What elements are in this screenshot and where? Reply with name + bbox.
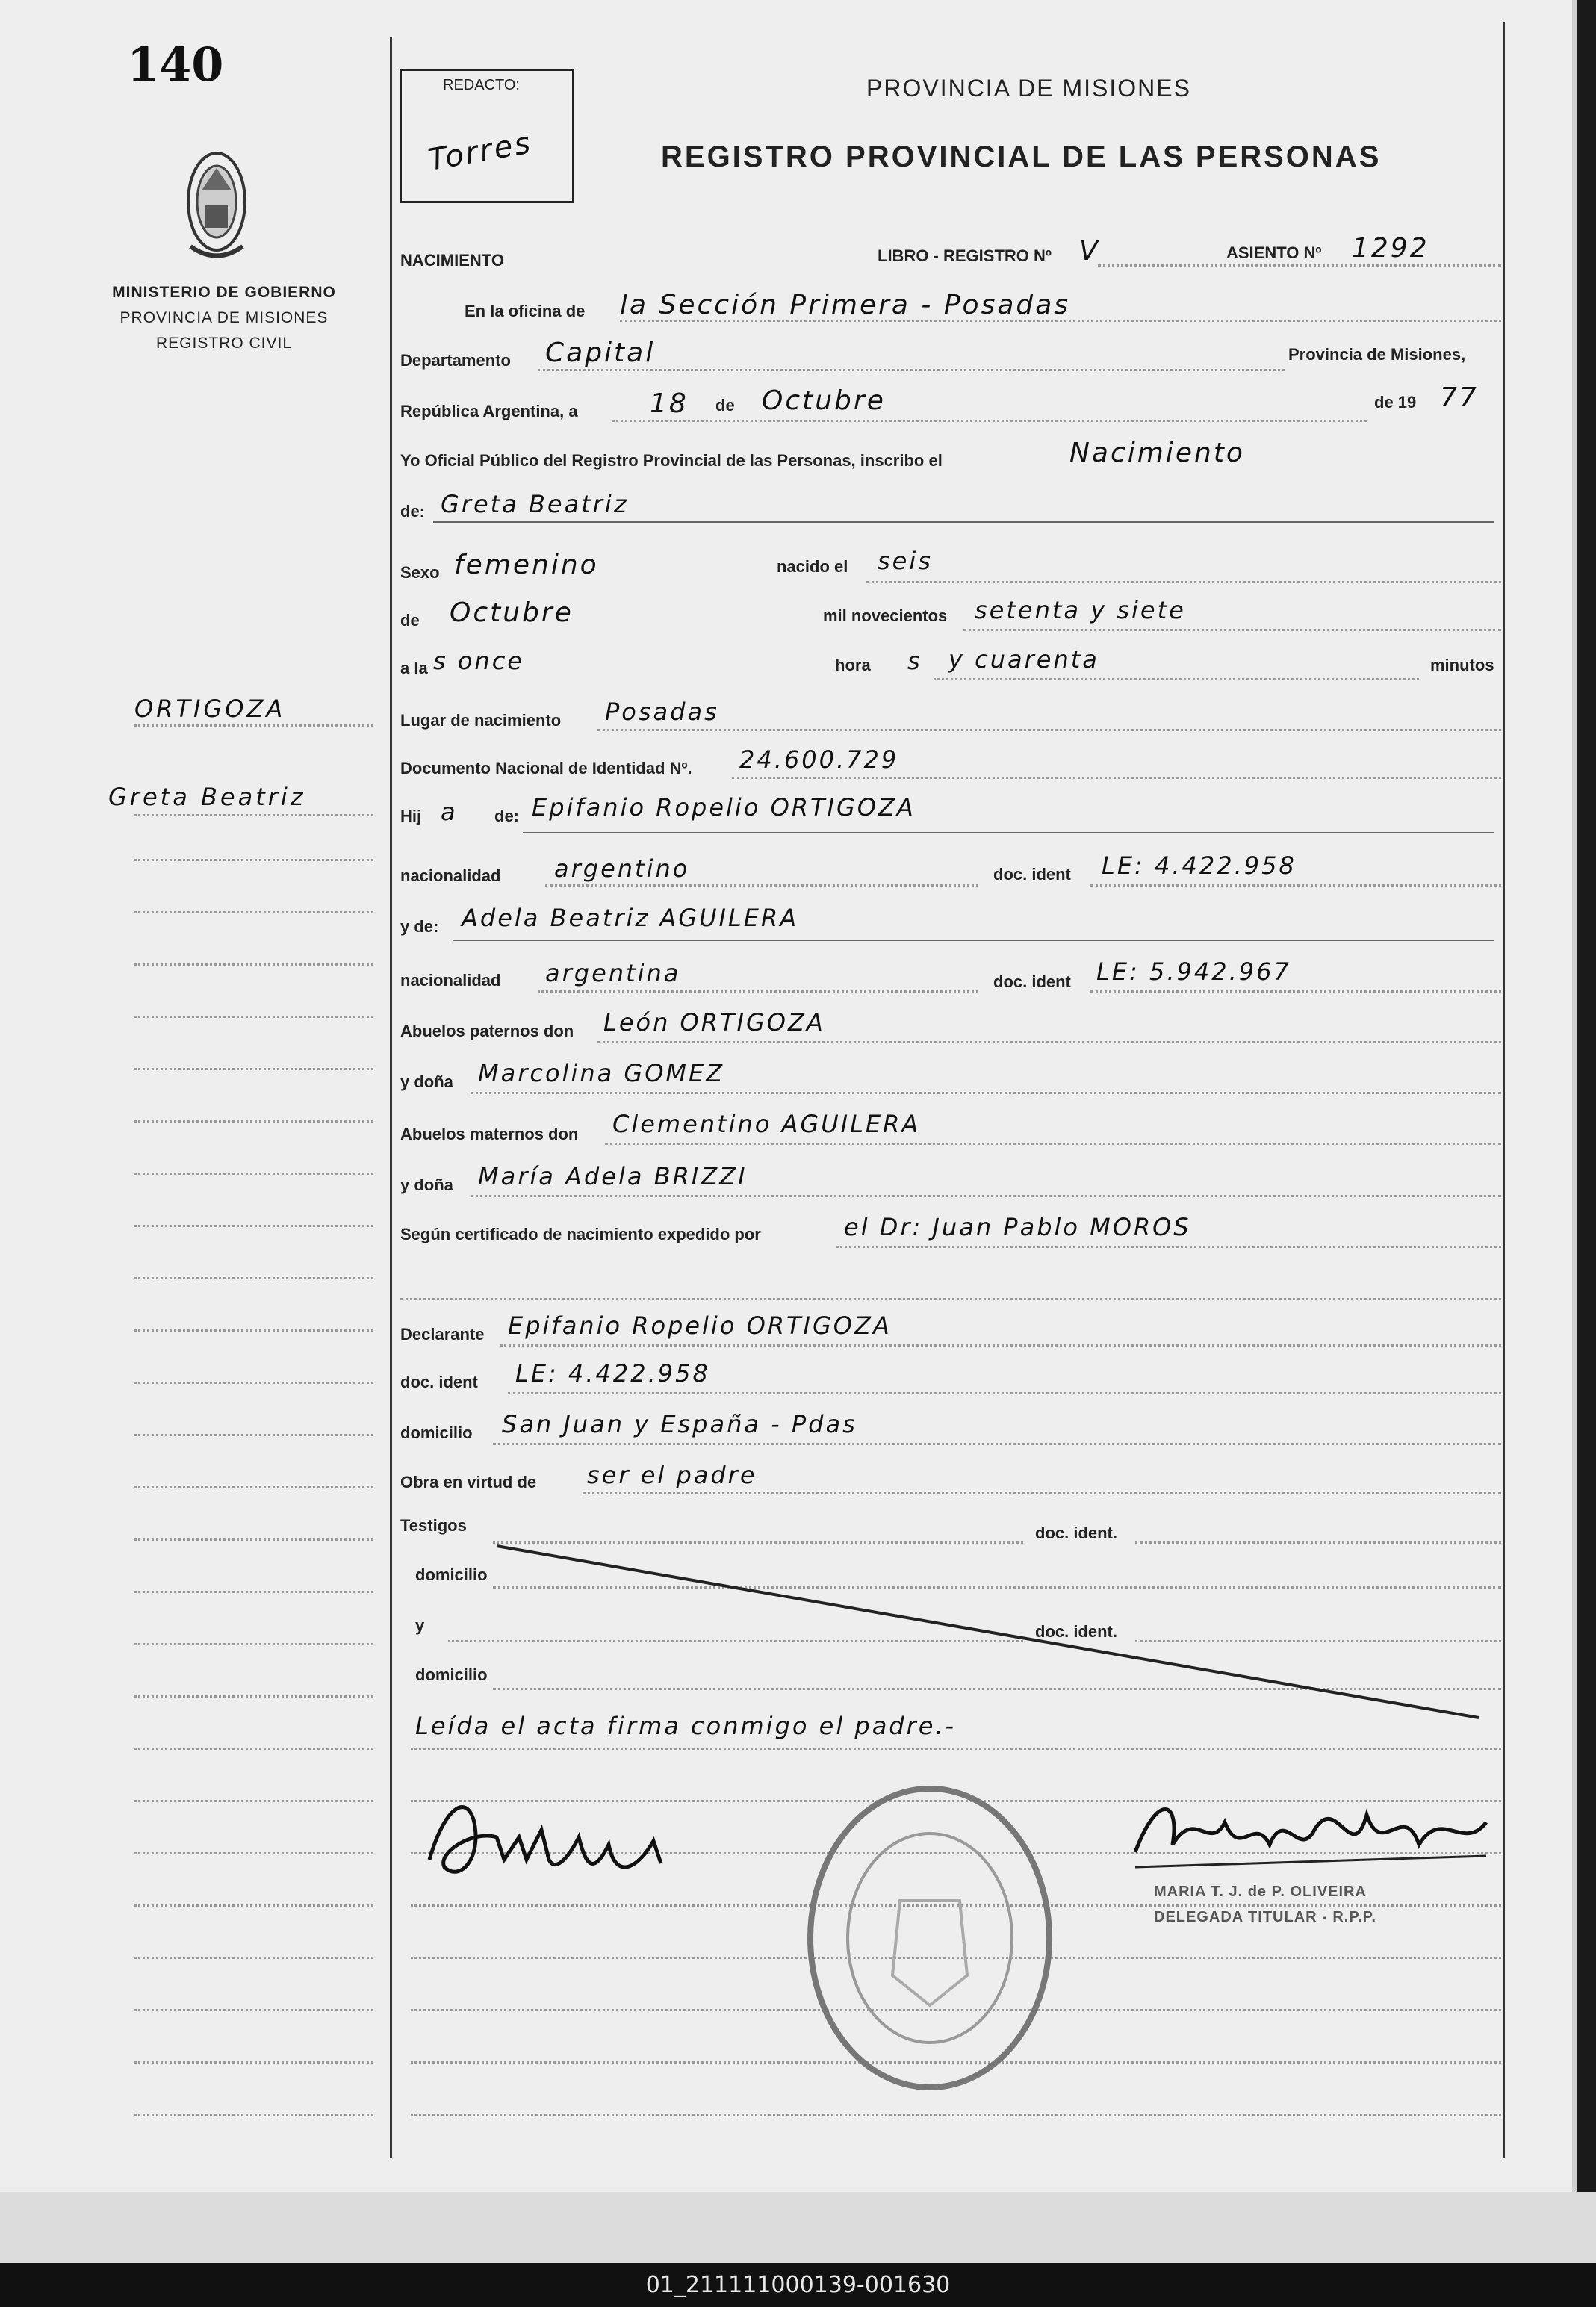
image-caption: 01_211111000139-001630 xyxy=(0,2263,1596,2307)
testigos-label: Testigos xyxy=(400,1516,467,1535)
minutos-value: y cuarenta xyxy=(948,645,1099,674)
doc4-label: doc. ident. xyxy=(1035,1524,1117,1542)
signatory-name: MARIA T. J. de P. OLIVEIRA xyxy=(1154,1884,1367,1900)
domicilio3-label: domicilio xyxy=(415,1665,488,1684)
doc5-label: doc. ident. xyxy=(1035,1622,1117,1641)
provincia-label: Provincia de Misiones, xyxy=(1288,345,1466,364)
abuelos-pat-label: Abuelos paternos don xyxy=(400,1022,574,1040)
page-number: 140 xyxy=(127,37,224,92)
nacido-value: seis xyxy=(878,547,933,575)
oficina-value: la Sección Primera - Posadas xyxy=(620,290,1071,320)
dona2-value: María Adela BRIZZI xyxy=(478,1162,748,1190)
nac1-value: argentino xyxy=(554,854,690,883)
obra-value: ser el padre xyxy=(587,1461,757,1489)
margin-given-names: Greta Beatriz xyxy=(108,783,306,811)
sexo-label: Sexo xyxy=(400,563,440,582)
doc3-label: doc. ident xyxy=(400,1373,478,1391)
doc1-value: LE: 4.422.958 xyxy=(1102,851,1297,880)
page-bottom-edge xyxy=(0,2192,1596,2263)
left-border-line xyxy=(390,37,392,2158)
nombre-value: Greta Beatriz xyxy=(441,490,629,518)
doc1-label: doc. ident xyxy=(993,865,1071,884)
dona1-label: y doña xyxy=(400,1072,453,1091)
redacto-label: REDACTO: xyxy=(443,77,520,93)
oficina-label: En la oficina de xyxy=(465,302,586,320)
madre-underline xyxy=(453,940,1494,941)
de3-label: de xyxy=(400,611,420,630)
oficial-label: Yo Oficial Público del Registro Provincial de las Personas, inscribo el xyxy=(400,451,943,470)
horas-label: hora xyxy=(835,656,871,674)
padre-label: de: xyxy=(494,807,519,825)
domicilio-label: domicilio xyxy=(400,1423,473,1442)
madre-label: y de: xyxy=(400,917,439,936)
de-label: de xyxy=(715,396,735,414)
domicilio2-label: domicilio xyxy=(415,1565,488,1584)
redacto-value: Torres xyxy=(426,125,535,178)
de2-label: de: xyxy=(400,502,425,521)
doc2-value: LE: 5.942.967 xyxy=(1096,957,1291,986)
signatory-title: DELEGADA TITULAR - R.P.P. xyxy=(1154,1909,1376,1925)
asiento-value: 1292 xyxy=(1352,233,1429,264)
horas-suffix: s xyxy=(907,647,922,675)
doc3-value: LE: 4.422.958 xyxy=(515,1359,710,1388)
doc2-label: doc. ident xyxy=(993,972,1071,991)
padre-value: Epifanio Ropelio ORTIGOZA xyxy=(532,793,916,822)
dni-value: 24.600.729 xyxy=(739,745,899,774)
fecha-mes: Octubre xyxy=(762,385,886,416)
coat-of-arms-icon xyxy=(183,146,250,265)
padre-underline xyxy=(523,832,1494,833)
abuelos-mat-value: Clementino AGUILERA xyxy=(612,1110,921,1138)
fecha-dia: 18 xyxy=(650,388,689,419)
ministry-header xyxy=(97,284,351,353)
lugar-label: Lugar de nacimiento xyxy=(400,711,562,730)
minutos-label: minutos xyxy=(1430,656,1494,674)
sexo-value: femenino xyxy=(454,550,599,580)
header-province: PROVINCIA DE MISIONES xyxy=(866,75,1191,102)
dona2-label: y doña xyxy=(400,1176,453,1194)
abuelos-mat-label: Abuelos maternos don xyxy=(400,1125,579,1143)
nacimiento-label: NACIMIENTO xyxy=(400,251,504,270)
name-underline xyxy=(433,521,1494,523)
ministry-province: PROVINCIA DE MISIONES xyxy=(119,309,329,326)
domicilio-value: San Juan y España - Pdas xyxy=(502,1410,857,1438)
nacido-label: nacido el xyxy=(777,557,848,576)
dona1-value: Marcolina GOMEZ xyxy=(478,1059,725,1087)
oficial-value: Nacimiento xyxy=(1069,438,1245,468)
ministry-name: MINISTERIO DE GOBIERNO xyxy=(112,284,336,301)
nac2-value: argentina xyxy=(545,959,681,987)
departamento-label: Departamento xyxy=(400,351,511,370)
signature-official xyxy=(1113,1777,1501,1882)
declarante-value: Epifanio Ropelio ORTIGOZA xyxy=(508,1311,892,1340)
asiento-label: ASIENTO Nº xyxy=(1226,243,1322,262)
departamento-value: Capital xyxy=(545,338,656,368)
certificado-value: el Dr: Juan Pablo MOROS xyxy=(844,1213,1191,1241)
redacto-box xyxy=(400,69,574,203)
obra-label: Obra en virtud de xyxy=(400,1473,537,1491)
hijo-label: Hij xyxy=(400,807,422,825)
madre-value: Adela Beatriz AGUILERA xyxy=(462,904,799,932)
de-anio-label: de 19 xyxy=(1374,393,1417,412)
ministry-registry: REGISTRO CIVIL xyxy=(155,335,293,352)
fecha-anio: 77 xyxy=(1440,382,1479,413)
right-border-line xyxy=(1503,22,1505,2158)
hijo-suffix: a xyxy=(441,798,458,826)
mil-label: mil novecientos xyxy=(823,606,948,625)
nac1-label: nacionalidad xyxy=(400,866,501,885)
signature-father xyxy=(414,1777,683,1897)
republica-label: República Argentina, a xyxy=(400,402,578,420)
nac2-label: nacionalidad xyxy=(400,971,501,990)
certificado-label: Según certificado de nacimiento expedido por xyxy=(400,1225,761,1243)
libro-value: V xyxy=(1079,236,1100,267)
abuelos-pat-value: León ORTIGOZA xyxy=(603,1008,825,1037)
official-seal-stamp xyxy=(803,1781,1057,2095)
hora-value: s once xyxy=(433,647,524,675)
declarante-label: Declarante xyxy=(400,1325,485,1344)
leida-text: Leída el acta firma conmigo el padre.- xyxy=(415,1712,957,1740)
header-title: REGISTRO PROVINCIAL DE LAS PERSONAS xyxy=(661,140,1382,173)
alas-label: a la xyxy=(400,659,428,677)
libro-label: LIBRO - REGISTRO Nº xyxy=(878,246,1052,265)
margin-surname: ORTIGOZA xyxy=(134,695,286,723)
y-label: y xyxy=(415,1616,425,1635)
mes-value: Octubre xyxy=(450,597,574,628)
strike-through-line xyxy=(493,1538,1501,1725)
lugar-value: Posadas xyxy=(605,698,719,726)
anio-texto-value: setenta y siete xyxy=(975,596,1186,624)
dni-label: Documento Nacional de Identidad Nº. xyxy=(400,759,692,777)
